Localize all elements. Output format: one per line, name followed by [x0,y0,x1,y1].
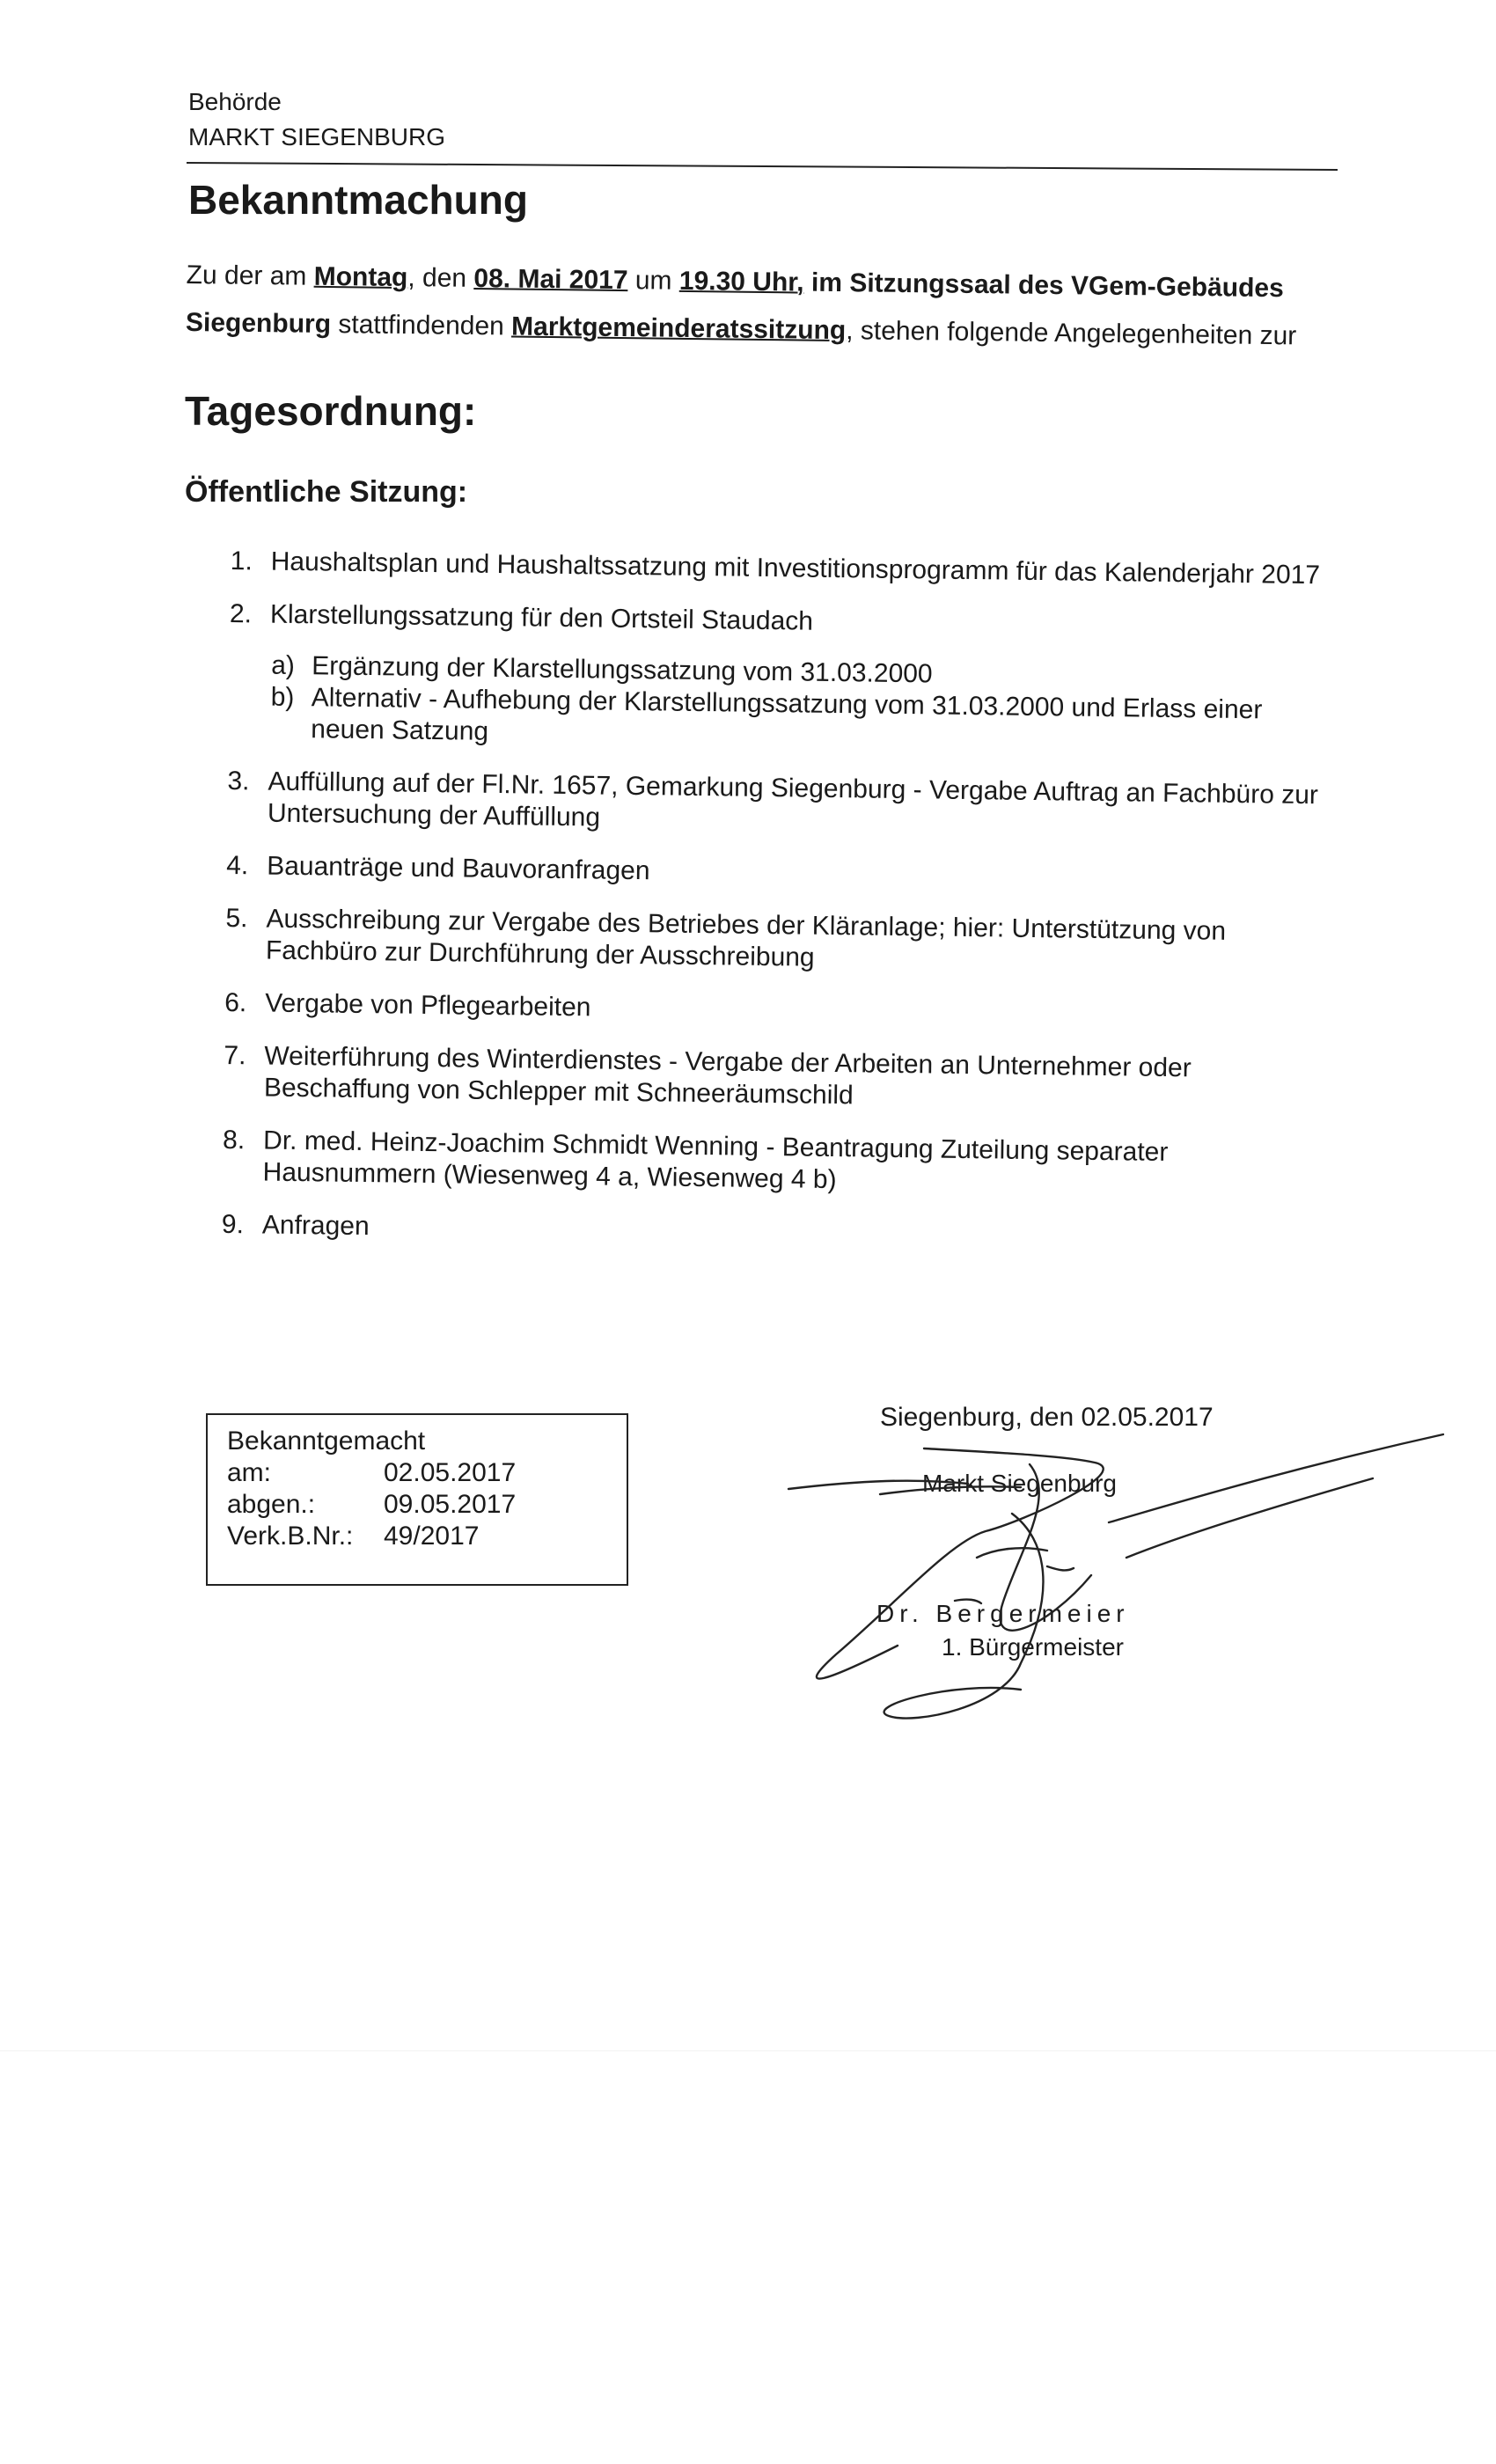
meeting-weekday: Montag [313,261,408,293]
publication-row-key: abgen.: [227,1490,316,1519]
section-heading: Öffentliche Sitzung: [185,475,468,509]
publication-notice-box [206,1413,628,1586]
agenda-item-number: 5. [225,903,248,934]
meeting-date: 08. Mai 2017 [473,263,628,296]
authority-label: Behörde [188,88,282,115]
authority-block [188,84,445,155]
authority-name: MARKT SIEGENBURG [188,123,445,150]
agenda-item-number: 8. [222,1125,246,1155]
intro-text: , den [407,263,474,293]
signatory-name: Dr. Bergermeier [876,1600,1130,1627]
agenda-subitem-letter: a) [271,650,296,680]
signatory-role: 1. Bürgermeister [942,1633,1124,1661]
intro-text: stattfindenden [330,310,512,341]
agenda-item [224,1040,1316,1118]
agenda-item-number: 4. [226,850,249,881]
agenda-item [225,903,1317,980]
intro-text: Zu der am [186,260,314,291]
agenda-item-number: 6. [224,987,247,1018]
agenda-item [230,598,1321,644]
agenda-item-text: Vergabe von Pflegearbeiten [264,988,591,1023]
agenda-item-number: 3. [227,766,250,796]
publication-row-key: Verk.B.Nr.: [227,1522,354,1551]
publication-notice-content [227,1426,516,1552]
agenda-item [222,1209,1313,1255]
agenda-item [226,850,1317,896]
agenda-heading: Tagesordnung: [185,388,477,434]
agenda-item [222,1125,1314,1202]
intro-text: um [627,266,680,296]
header-divider [187,162,1338,171]
meeting-type: Marktgemeinderatssitzung [510,312,847,346]
agenda-item [224,987,1316,1033]
agenda-subitem-letter: b) [270,682,295,712]
agenda-item-text: Haushaltsplan und Haushaltssatzung mit Investitionsprogramm für das Kalenderjahr 2017 [270,546,1321,590]
publication-row-value: 09.05.2017 [384,1490,517,1519]
agenda-subitem-text: Alternativ - Aufhebung der Klarstellungssatzung vom 31.03.2000 und Erlass einer neuen Satzung [311,683,1263,746]
publication-notice-heading: Bekanntgemacht [227,1426,426,1456]
signature-place-date: Siegenburg, den 02.05.2017 [880,1403,1214,1432]
document-title: Bekanntmachung [188,177,528,223]
meeting-time: 19.30 Uhr, [678,266,804,297]
signature-market: Markt Siegenburg [922,1470,1118,1497]
agenda-item [227,766,1319,843]
meeting-location: im Sitzungssaal des VGem-Gebäudes Siegenburg [185,268,1284,340]
agenda-item-number: 9. [221,1209,245,1240]
publication-row [227,1521,516,1552]
handwritten-signature [757,1399,1496,1734]
agenda-item-text: Weiterführung des Winterdienstes - Vergabe der Arbeiten an Unternehmer oder Beschaffung von Schlepper mit Schneeräumschild [263,1041,1192,1111]
agenda-item-text: Ausschreibung zur Vergabe des Betriebes der Kläranlage; hier: Unterstützung von Fachbüro zur Durchführung der Ausschreibung [265,904,1227,972]
agenda-item-number: 2. [229,598,253,629]
publication-row-key: am: [227,1458,272,1487]
publication-row [227,1457,516,1489]
agenda-item-text: Bauanträge und Bauvoranfragen [267,851,650,886]
publication-row [227,1489,516,1521]
agenda-subitem [270,682,1320,759]
publication-row-value: 02.05.2017 [384,1458,517,1487]
intro-paragraph [186,252,1357,361]
agenda-item-number: 7. [224,1040,246,1071]
intro-text: , stehen folgende Angelegenheiten zur [846,316,1297,351]
agenda-item-text: Anfragen [261,1210,370,1242]
agenda-item-text: Klarstellungssatzung für den Ortsteil Staudach [269,599,814,636]
agenda-item-text: Auffüllung auf der Fl.Nr. 1657, Gemarkung Siegenburg - Vergabe Auftrag an Fachbüro zur Untersuchung der Auffüllung [267,766,1319,832]
agenda-item [231,546,1322,591]
agenda-item-text: Dr. med. Heinz-Joachim Schmidt Wenning - Beantragung Zuteilung separater Hausnummern (Wiesenweg 4 a, Wiesenweg 4 b) [262,1126,1169,1195]
publication-row-value: 49/2017 [384,1522,480,1551]
scan-edge [0,2050,1496,2051]
agenda-item-number: 1. [230,546,253,576]
agenda-subitem-text: Ergänzung der Klarstellungssatzung vom 31.03.2000 [312,651,933,689]
agenda-list [222,546,1322,1255]
